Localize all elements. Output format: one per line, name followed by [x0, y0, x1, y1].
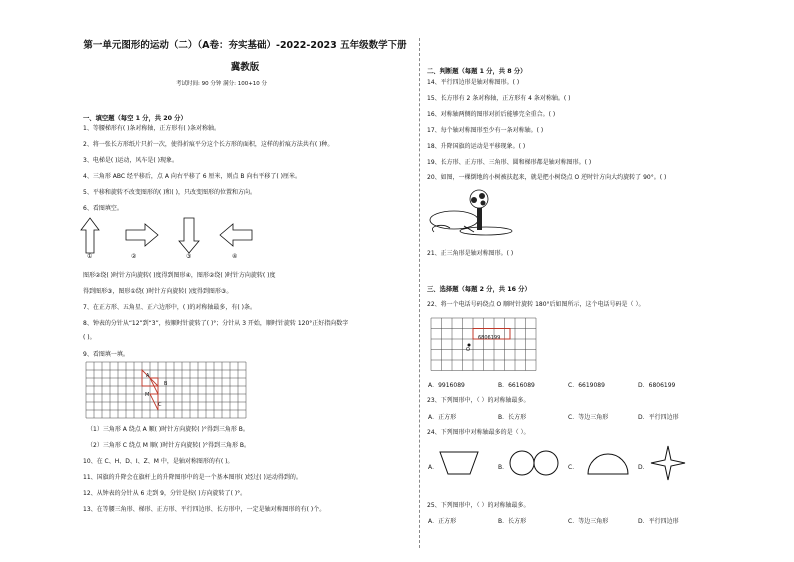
- question-9-sub-1: （1）三角形 A 绕点 A 顺( )时针方向旋转( )°得到三角形 B。: [87, 426, 249, 433]
- q22-option-c[interactable]: C．6619089: [568, 382, 605, 389]
- judgement-16: 16、对称轴两侧的图形对折后能够完全重合。( ): [427, 111, 556, 118]
- question-8-line-1: 8、钟表的分针从“12”到“3”，按顺时针旋转了( )°；分针从 3 开始，顺时针旋转 120°正好指向数字: [83, 320, 349, 327]
- q22-option-d[interactable]: D．6806199: [638, 382, 676, 389]
- question-10: 10、在 C、H、D、I、Z、M 中，是轴对称图形的有( )。: [83, 458, 234, 465]
- judgement-19: 19、长方形、正方形、三角形、圆和梯形都是轴对称图形。( ): [427, 159, 592, 166]
- question-9: 9、看图填一填。: [83, 351, 129, 358]
- rotation-grid: [86, 362, 251, 418]
- point-o-label: O: [466, 347, 470, 353]
- question-2: 2、将一张长方形纸片只折一次，使得折痕平分这个长方形的面积，这样的折痕方法共有( )种。: [83, 141, 334, 148]
- section-fill-blank: 一、填空题（每空 1 分，共 20 分）: [83, 115, 187, 122]
- q24-option-b[interactable]: B．: [498, 464, 509, 471]
- q25-option-c[interactable]: C．等边三角形: [568, 518, 609, 525]
- q24-option-a[interactable]: A．: [428, 464, 439, 471]
- q22-option-a[interactable]: A．9916089: [428, 382, 465, 389]
- q25-option-a[interactable]: A．正方形: [428, 518, 457, 525]
- double-circle-right: [534, 451, 558, 475]
- question-3: 3、电梯是( )运动，风车是( )现象。: [83, 157, 178, 164]
- question-7: 7、在正方形、五角星、正六边形中，( )的对称轴最多，有( )条。: [83, 304, 256, 311]
- question-6-line-1: 图形②绕( )时针方向旋转( )度得到图形④，图形②绕( )时针方向旋转( )度: [83, 272, 276, 279]
- question-4: 4、三角形 ABC 经平移后，点 A 向右平移了 6 厘米，则点 B 向右平移了( )厘米。: [83, 173, 302, 180]
- phone-number-grid: [431, 318, 541, 374]
- judgement-18: 18、升降国旗的运动是平移现象。( ): [427, 143, 526, 150]
- question-8-line-2: ( )。: [83, 334, 96, 341]
- q23-option-a[interactable]: A．正方形: [428, 414, 457, 421]
- q22-option-b[interactable]: B．6616089: [498, 382, 535, 389]
- section-choice: 三、选择题（每题 2 分，共 16 分）: [427, 286, 531, 293]
- judgement-21: 21、正三角形是轴对称图形。( ): [427, 250, 514, 257]
- arrow-label-4: ④: [232, 253, 238, 260]
- trapezoid-shape: [440, 452, 478, 474]
- arrow-right-shape: [126, 224, 158, 246]
- page-title: 第一单元图形的运动（二）（A卷：夯实基础）-2022-2023 五年级数学下册: [83, 40, 407, 51]
- question-5: 5、平移和旋转不改变图形的( )和( )，只改变图形的位置和方向。: [83, 189, 256, 196]
- phone-display: 6806199: [478, 335, 501, 341]
- q23-option-c[interactable]: C．等边三角形: [568, 414, 609, 421]
- q24-option-d[interactable]: D．: [638, 464, 649, 471]
- question-11: 11、国旗的升降会在旗杆上的升降图形中的是一个基本图形( )经过( )运动得到的。: [83, 474, 302, 481]
- question-23: 23、下列图形中，（ ）的对称轴最多。: [427, 397, 530, 404]
- grid-label-b: B: [164, 381, 168, 387]
- double-circle-left: [510, 451, 534, 475]
- semicircle-shape: [588, 454, 628, 474]
- arrow-label-2: ②: [131, 253, 137, 260]
- question-12: 12、从钟表的分针从 6 走到 9，分针是按( )方向旋转了( )°。: [83, 490, 247, 497]
- question-22: 22、将一个电话号码绕点 O 顺时针旋转 180°后如图所示，这个电话号码是（ ）。: [427, 301, 645, 308]
- q25-option-d[interactable]: D．平行四边形: [638, 518, 679, 525]
- question-24: 24、下列图形中对称轴最多的是（ ）。: [427, 429, 530, 436]
- arrow-down-shape: [179, 218, 199, 253]
- page-subtitle: 冀教版: [230, 62, 260, 73]
- arrow-left-shape: [220, 224, 252, 246]
- grid-label-a: A: [146, 373, 150, 379]
- q23-option-b[interactable]: B．长方形: [498, 414, 527, 421]
- q24-option-c[interactable]: C．: [568, 464, 579, 471]
- fallen-tree-figure: [426, 186, 516, 242]
- arrow-figures: [80, 215, 290, 261]
- q24-shapes: [440, 446, 690, 482]
- arrow-up-shape: [81, 218, 99, 253]
- judgement-20: 20、如图，一棵倒地的小树被扶起来，就是把小树绕点 O 逆时针方向大约旋转了 90°。( ): [427, 174, 667, 181]
- section-judgement: 二、判断题（每题 1 分，共 8 分）: [427, 68, 527, 75]
- arrow-label-1: ①: [87, 253, 93, 260]
- q23-option-d[interactable]: D．平行四边形: [638, 414, 679, 421]
- column-divider: [419, 38, 420, 548]
- grid-label-c: C: [158, 402, 162, 408]
- judgement-15: 15、长方形有 2 条对称轴，正方形有 4 条对称轴。( ): [427, 95, 571, 102]
- judgement-17: 17、每个轴对称图形至少有一条对称轴。( ): [427, 127, 544, 134]
- judgement-14: 14、平行四边形是轴对称图形。( ): [427, 79, 520, 86]
- grid-label-m: M: [145, 392, 150, 398]
- question-25: 25、下列图形中，（ ）的对称轴最多。: [427, 502, 530, 509]
- exam-info: 考试时间: 90 分钟 满分: 100+10 分: [176, 81, 268, 87]
- question-6-line-2: 得到图形③，图形①绕( )时针方向旋转( )度得到图形③。: [83, 288, 233, 295]
- question-1: 1、等腰梯形有( )条对称轴，正方形有( )条对称轴。: [83, 125, 220, 132]
- question-6: 6、看图填空。: [83, 205, 123, 212]
- question-13: 13、在等腰三角形、梯形、正方形、平行四边形、长方形中，一定是轴对称图形的有( )个。: [83, 506, 326, 513]
- arrow-label-3: ③: [186, 253, 192, 260]
- four-point-star-shape: [651, 446, 685, 480]
- q25-option-b[interactable]: B．长方形: [498, 518, 527, 525]
- question-9-sub-2: （2）三角形 C 绕点 M 顺( )时针方向旋转( )°得到三角形 B。: [87, 442, 251, 449]
